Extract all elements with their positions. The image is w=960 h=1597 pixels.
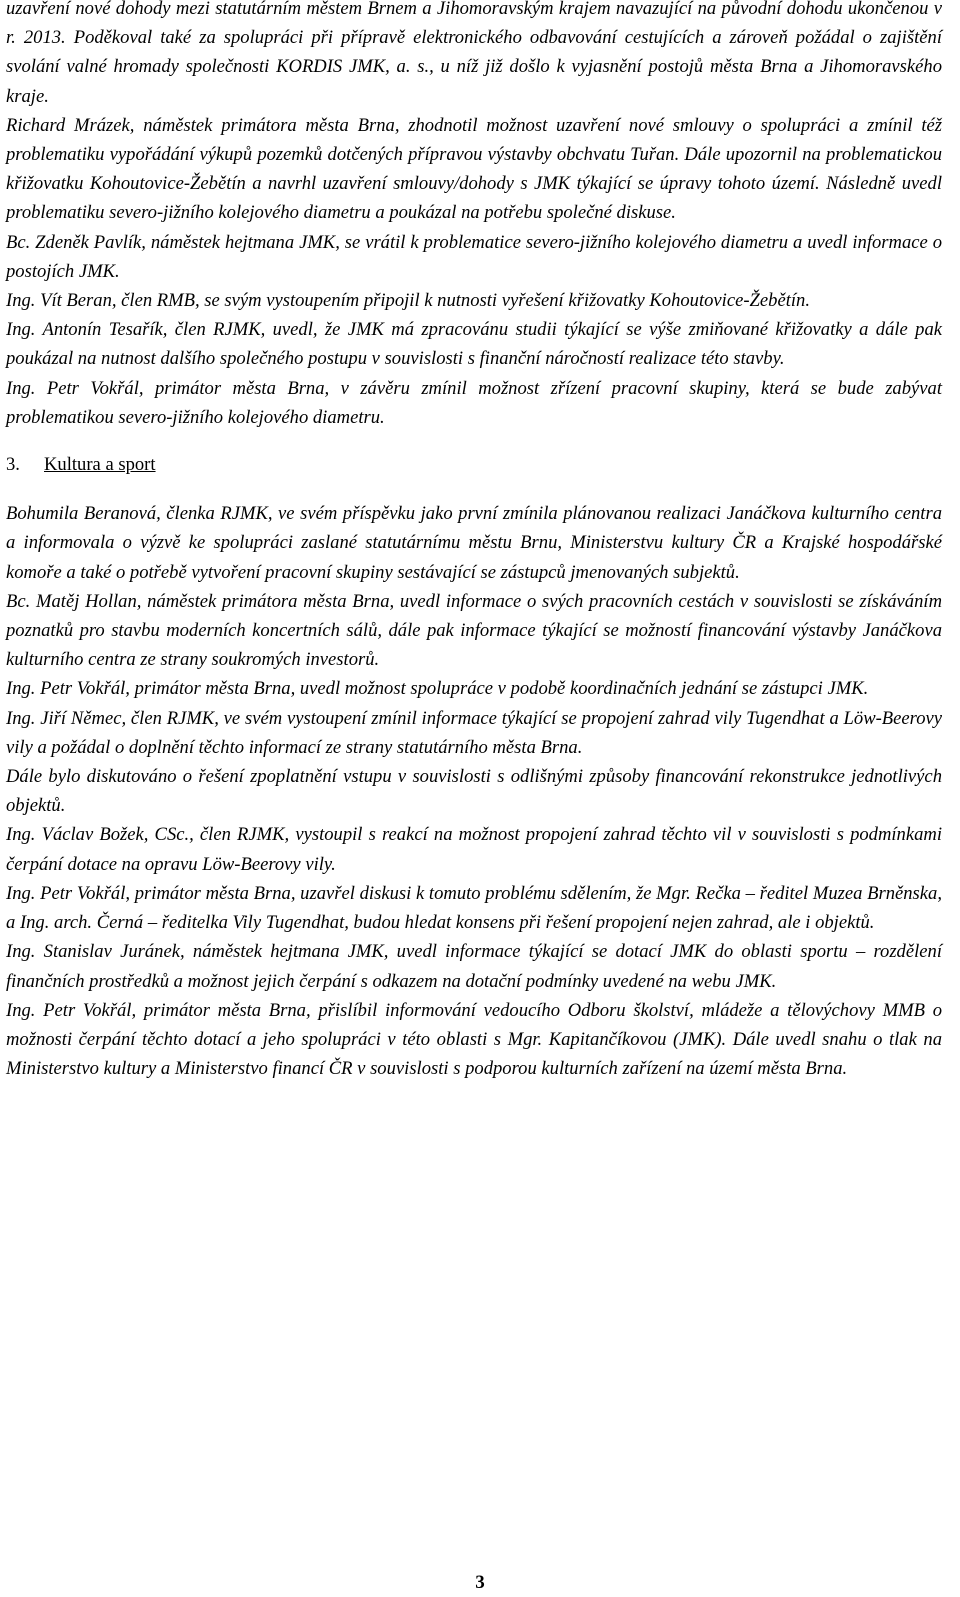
section-number: 3.	[6, 454, 20, 476]
paragraph: Ing. Václav Božek, CSc., člen RJMK, vystoupil s reakcí na možnost propojení zahrad těchto vil v souvislosti s podmínkami čerpání dotace na opravu Löw-Beerovy vily.	[6, 824, 942, 875]
paragraph: Ing. Stanislav Juránek, náměstek hejtmana JMK, uvedl informace týkající se dotací JMK do oblasti sportu – rozdělení finančních prostředků a možnost jejich čerpání s odkazem na dotační podmínky uvedené na webu JMK.	[6, 941, 942, 992]
section-title: Kultura a sport	[44, 454, 156, 476]
paragraph: Ing. Jiří Němec, člen RJMK, ve svém vystoupení zmínil informace týkající se propojení zahrad vily Tugendhat a Löw-Beerovy vily a požádal o doplnění těchto informací ze strany statutárního města Brna.	[6, 707, 942, 758]
paragraph: Ing. Petr Vokřál, primátor města Brna, v závěru zmínil možnost zřízení pracovní skupiny, která se bude zabývat problematikou severo-jižního kolejového diametru.	[6, 377, 942, 428]
paragraph: Ing. Petr Vokřál, primátor města Brna, přislíbil informování vedoucího Odboru školství, mládeže a tělovýchovy MMB o možnosti čerpání těchto dotací a jeho spolupráci v této oblasti s Mgr. Kapitančíkovou (JMK). Dále uvedl snahu o tlak na Ministerstvo kultury a Ministerstvo financí ČR v souvislosti s podporou kulturních zařízení na území města Brna.	[6, 999, 942, 1080]
paragraph: Bc. Zdeněk Pavlík, náměstek hejtmana JMK, se vrátil k problematice severo-jižního kolejového diametru a uvedl informace o postojích JMK.	[6, 231, 942, 282]
document-page	[6, 0, 942, 1083]
paragraph: Bohumila Beranová, členka RJMK, ve svém příspěvku jako první zmínila plánovanou realizaci Janáčkova kulturního centra a informovala o výzvě ke spolupráci zaslané statutárnímu městu Brnu, Ministerstvu kultury ČR a Krajské hospodářské komoře a také o potřebě vytvoření pracovní skupiny sestávající se zástupců jmenovaných subjektů.	[6, 503, 942, 583]
paragraph: Dále bylo diskutováno o řešení zpoplatnění vstupu v souvislosti s odlišnými způsoby financování rekonstrukce jednotlivých objektů.	[6, 766, 942, 817]
section-heading	[6, 450, 942, 479]
paragraph: Ing. Antonín Tesařík, člen RJMK, uvedl, že JMK má zpracovánu studii týkající se výše zmiňované křižovatky a dále pak poukázal na nutnost dalšího společného postupu v souvislosti s finanční náročností realizace této stavby.	[6, 319, 942, 370]
page-number: 3	[475, 1572, 485, 1593]
paragraph: uzavření nové dohody mezi statutárním městem Brnem a Jihomoravským krajem navazující na původní dohodu ukončenou v r. 2013. Poděkoval také za spolupráci při přípravě elektronického odbavování cestujících a zároveň požádal o zajištění svolání valné hromady společnosti KORDIS JMK, a. s., u níž již došlo k vyjasnění postojů města Brna a Jihomoravského kraje.	[6, 0, 942, 107]
paragraph: Ing. Petr Vokřál, primátor města Brna, uvedl možnost spolupráce v podobě koordinačních jednání se zástupci JMK.	[6, 678, 869, 700]
paragraph: Ing. Vít Beran, člen RMB, se svým vystoupením připojil k nutnosti vyřešení křižovatky Kohoutovice-Žebětín.	[6, 290, 810, 312]
paragraph: Richard Mrázek, náměstek primátora města Brna, zhodnotil možnost uzavření nové smlouvy o spolupráci a zmínil též problematiku vypořádání výkupů pozemků dotčených přípravou výstavby obchvatu Tuřan. Dále upozornil na problematickou křižovatku Kohoutovice-Žebětín a navrhl uzavření smlouvy/dohody s JMK týkající se úpravy tohoto území. Následně uvedl problematiku severo-jižního kolejového diametru a poukázal na potřebu společné diskuse.	[6, 114, 942, 224]
paragraph: Ing. Petr Vokřál, primátor města Brna, uzavřel diskusi k tomuto problému sdělením, že Mgr. Rečka – ředitel Muzea Brněnska, a Ing. arch. Černá – ředitelka Vily Tugendhat, budou hledat konsens při řešení propojení nejen zahrad, ale i objektů.	[6, 882, 942, 934]
paragraph: Bc. Matěj Hollan, náměstek primátora města Brna, uvedl informace o svých pracovních cestách v souvislosti se získáváním poznatků pro stavbu moderních koncertních sálů, dále pak informace týkající se možností financování výstavby Janáčkova kulturního centra ze strany soukromých investorů.	[6, 590, 942, 671]
